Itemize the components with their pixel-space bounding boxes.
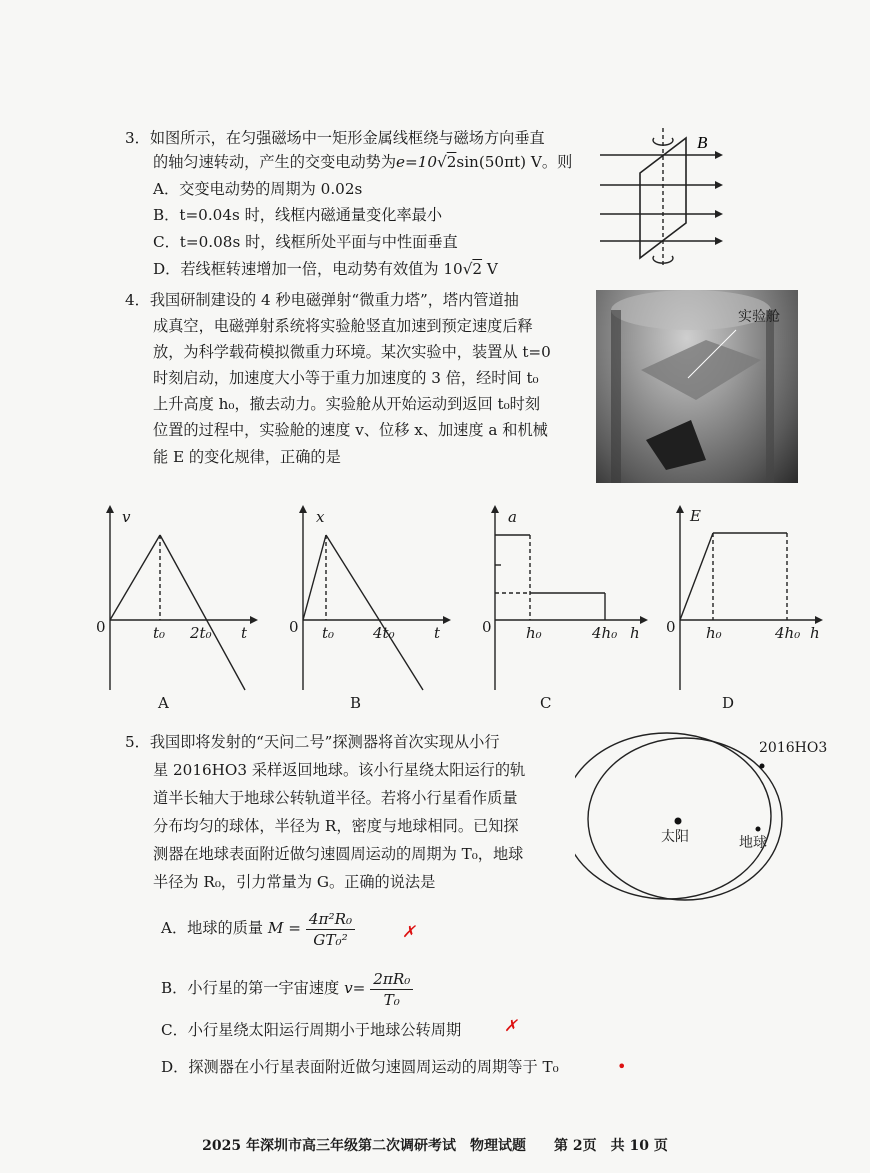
q4-line-7: 能 E 的变化规律，正确的是 bbox=[153, 448, 341, 466]
red-mark: ✗ bbox=[504, 1016, 518, 1035]
graph-a-tick-2: 2t₀ bbox=[190, 624, 212, 642]
capsule-label: 实验舱 bbox=[738, 309, 780, 325]
graph-b-letter: B bbox=[350, 694, 362, 712]
q5-option-b: B．小行星的第一宇宙速度 v= $\frac{\text{2πR₀}}{\text{T₀}}$ bbox=[161, 968, 413, 1010]
graph-b-origin: 0 bbox=[289, 618, 299, 636]
graph-c bbox=[495, 510, 640, 690]
asteroid-label: 2016HO3 bbox=[759, 740, 828, 756]
q3-option-c: C．t=0.08s 时，线框所处平面与中性面垂直 bbox=[153, 233, 458, 251]
graph-a-letter: A bbox=[158, 694, 169, 712]
asteroid-orbit bbox=[575, 733, 771, 899]
sun-label: 太阳 bbox=[661, 829, 689, 845]
graph-c-tick-1: h₀ bbox=[526, 624, 542, 642]
q5-line-6: 半径为 R₀，引力常量为 G。正确的说法是 bbox=[153, 873, 436, 891]
q4-line-4: 时刻启动，加速度大小等于重力加速度的 3 倍，经时间 t₀ bbox=[153, 369, 539, 387]
q3-text: 的轴匀速转动，产生的交变电动势为 bbox=[153, 153, 396, 171]
q3-number: 3． bbox=[125, 129, 150, 147]
mass-formula: $\frac{\text{4π²R₀}}{\text{GT₀²}}$ bbox=[306, 909, 355, 950]
graph-c-yaxis-label: a bbox=[508, 508, 517, 526]
graph-a bbox=[110, 510, 250, 690]
graph-b bbox=[303, 510, 443, 690]
q5-option-d: D．探测器在小行星表面附近做匀速圆周运动的周期等于 T₀ bbox=[161, 1058, 559, 1076]
red-mark: ✗ bbox=[402, 922, 416, 941]
q3-emf-sqrt: 2 bbox=[446, 153, 457, 171]
graph-d-yaxis-label: E bbox=[690, 507, 701, 525]
q4-graphs bbox=[95, 505, 835, 705]
graph-d-letter: D bbox=[722, 694, 735, 712]
q4-number: 4． bbox=[125, 291, 150, 309]
q4-line-6: 位置的过程中，实验舱的速度 v、位移 x、加速度 a 和机械 bbox=[153, 421, 548, 439]
graph-a-yaxis-label: v bbox=[122, 508, 131, 526]
graph-c-xaxis-label: h bbox=[630, 624, 640, 642]
q5-option-c: C．小行星绕太阳运行周期小于地球公转周期 bbox=[161, 1021, 462, 1039]
sun-dot bbox=[675, 818, 682, 825]
graph-d-tick-1: h₀ bbox=[706, 624, 722, 642]
graph-b-yaxis-label: x bbox=[316, 508, 325, 526]
q5-line-1: 5．我国即将发射的“天问二号”探测器将首次实现从小行 bbox=[125, 733, 500, 751]
q3-option-b: B．t=0.04s 时，线框内磁通量变化率最小 bbox=[153, 206, 443, 224]
graph-d-tick-2: 4h₀ bbox=[775, 624, 801, 642]
graph-b-tick-2: 4t₀ bbox=[373, 624, 395, 642]
q4-line-1: 4．我国研制建设的 4 秒电磁弹射“微重力塔”，塔内管道抽 bbox=[125, 291, 519, 309]
q5-line-4: 分布均匀的球体，半径为 R，密度与地球相同。已知探 bbox=[153, 817, 519, 835]
field-label: B bbox=[697, 133, 708, 152]
q5-option-a: A．地球的质量 M = $\frac{\text{4π²R₀}}{\text{GT₀²}}$ bbox=[161, 908, 355, 950]
red-mark: • bbox=[617, 1057, 627, 1076]
graph-d-origin: 0 bbox=[666, 618, 676, 636]
q3-line-2: 的轴匀速转动，产生的交变电动势为e=10√2sin(50πt) V。则 bbox=[153, 153, 573, 171]
velocity-formula: $\frac{\text{2πR₀}}{\text{T₀}}$ bbox=[370, 969, 413, 1010]
graph-b-tick-1: t₀ bbox=[322, 624, 335, 642]
q3-text: 如图所示，在匀强磁场中一矩形金属线框绕与磁场方向垂直 bbox=[149, 129, 545, 147]
q4-line-2: 成真空，电磁弹射系统将实验舱竖直加速到预定速度后释 bbox=[153, 317, 533, 335]
q3-line-1 bbox=[125, 127, 545, 149]
earth-orbit bbox=[588, 738, 782, 900]
graph-d-xaxis-label: h bbox=[810, 624, 820, 642]
graph-a-xaxis-label: t bbox=[241, 624, 248, 642]
graph-c-origin: 0 bbox=[482, 618, 492, 636]
earth-label: 地球 bbox=[739, 835, 767, 851]
graph-a-tick-1: t₀ bbox=[153, 624, 166, 642]
q3-emf-suffix: sin(50πt) V。则 bbox=[456, 153, 573, 171]
q3-option-a: A．交变电动势的周期为 0.02s bbox=[153, 180, 363, 198]
q4-line-3: 放，为科学载荷模拟微重力环境。某次实验中，装置从 t=0 bbox=[153, 343, 551, 361]
graph-b-xaxis-label: t bbox=[434, 624, 441, 642]
graph-c-letter: C bbox=[540, 694, 552, 712]
q3-option-d: D．若线框转速增加一倍，电动势有效值为 10√2 V bbox=[153, 260, 498, 278]
q3-figure bbox=[600, 128, 730, 268]
q3-emf: e=10 bbox=[396, 153, 438, 171]
graph-d bbox=[680, 510, 815, 690]
q5-line-3: 道半长轴大于地球公转轨道半径。若将小行星看作质量 bbox=[153, 789, 518, 807]
graph-c-tick-2: 4h₀ bbox=[592, 624, 618, 642]
page-footer: 2025 年深圳市高三年级第二次调研考试 物理试题 第 2页 共 10 页 bbox=[202, 1138, 668, 1154]
q5-number: 5． bbox=[125, 733, 150, 751]
earth-dot bbox=[756, 827, 761, 832]
graph-a-origin: 0 bbox=[96, 618, 106, 636]
q5-line-2: 星 2016HO3 采样返回地球。该小行星绕太阳运行的轨 bbox=[153, 761, 526, 779]
asteroid-dot bbox=[760, 764, 765, 769]
q4-line-5: 上升高度 h₀，撤去动力。实验舱从开始运动到返回 t₀时刻 bbox=[153, 395, 541, 413]
q5-line-5: 测器在地球表面附近做匀速圆周运动的周期为 T₀，地球 bbox=[153, 845, 524, 863]
